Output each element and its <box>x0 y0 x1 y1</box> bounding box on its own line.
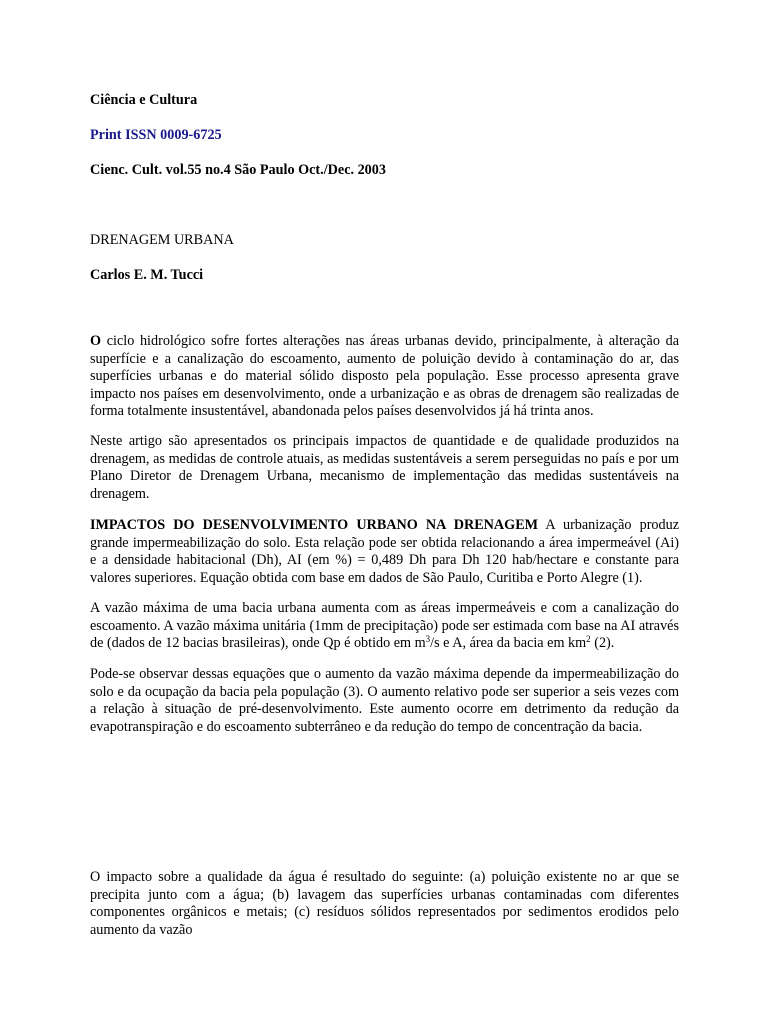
paragraph-impacts <box>90 517 679 587</box>
paragraph-water-quality: O impacto sobre a qualidade da água é resultado do seguinte: (a) poluição existente no ar que se precipita junto com a água; (b) lavagem das superfícies urbanas contaminadas com diferentes componentes orgânicos e metais; (c) resíduos sólidos representados por sedimentos erodidos pelo aumento da vazão <box>90 869 679 938</box>
paragraph-max-flow <box>90 600 679 653</box>
superscript-cubic: 3 <box>425 634 431 644</box>
paragraph-max-flow-text-b: /s e A, área da bacia em km <box>430 635 587 651</box>
article-author: Carlos E. M. Tucci <box>90 267 204 283</box>
superscript-square: 2 <box>586 634 591 644</box>
paragraph-observation: Pode-se observar dessas equações que o aumento da vazão máxima depende da impermeabilização do solo e da ocupação da bacia pela população (3). O aumento relativo pode ser superior a seis vezes com a relação à situação de pré-desenvolvimento. Este aumento ocorre em detrimento da redução da evapotranspiração e do escoamento subterrâneo e da redução do tempo de concentração da bacia. <box>90 666 679 735</box>
paragraph-impacts-text: A urbanização produz grande impermeabilização do solo. Esta relação pode ser obtida relacionando a área impermeável (Ai) e a densidade habitacional (Dh), AI (em %) = 0,489 Dh para Dh 120 hab/hectare e constante para valores superiores. Equação obtida com base em dados de São Paulo, Curitiba e Porto Alegre (1). <box>90 517 680 586</box>
paragraph-intro-lead: O <box>90 333 102 349</box>
paragraph-intro <box>90 333 679 421</box>
paragraph-article-scope: Neste artigo são apresentados os principais impactos de quantidade e de qualidade produzidos na drenagem, as medidas de controle atuais, as medidas sustentáveis a serem perseguidas no país e por um Plano Diretor de Drenagem Urbana, mecanismo de implementação das medidas sustentáveis na drenagem. <box>90 433 679 502</box>
paragraph-max-flow-text-a: A vazão máxima de uma bacia urbana aumenta com as áreas impermeáveis e com a canalização do escoamento. A vazão máxima unitária (1mm de precipitação) pode ser estimada com base na AI através de (dados de 12 bacias brasileiras), onde Qp é obtido em m <box>90 600 679 651</box>
paragraph-intro-text: ciclo hidrológico sofre fortes alterações nas áreas urbanas devido, principalmente, à alteração da superfície e a canalização do escoamento, aumento de poluição devido à contaminação do ar, das superfícies urbanas e do material sólido disposto pela população. Esse processo apresenta grave impacto nos países em desenvolvimento, onde a urbanização e as obras de drenagem são realizadas de forma totalmente insustentável, abandonada pelos países desenvolvidos já há trinta anos. <box>90 333 679 419</box>
article-title: DRENAGEM URBANA <box>90 232 234 248</box>
journal-name: Ciência e Cultura <box>90 92 198 108</box>
paragraph-max-flow-text-c: (2). <box>590 635 615 651</box>
journal-issn: Print ISSN 0009-6725 <box>90 127 222 143</box>
journal-citation: Cienc. Cult. vol.55 no.4 São Paulo Oct./Dec. 2003 <box>90 162 386 178</box>
section-heading-impacts: IMPACTOS DO DESENVOLVIMENTO URBANO NA DRENAGEM <box>90 517 539 533</box>
